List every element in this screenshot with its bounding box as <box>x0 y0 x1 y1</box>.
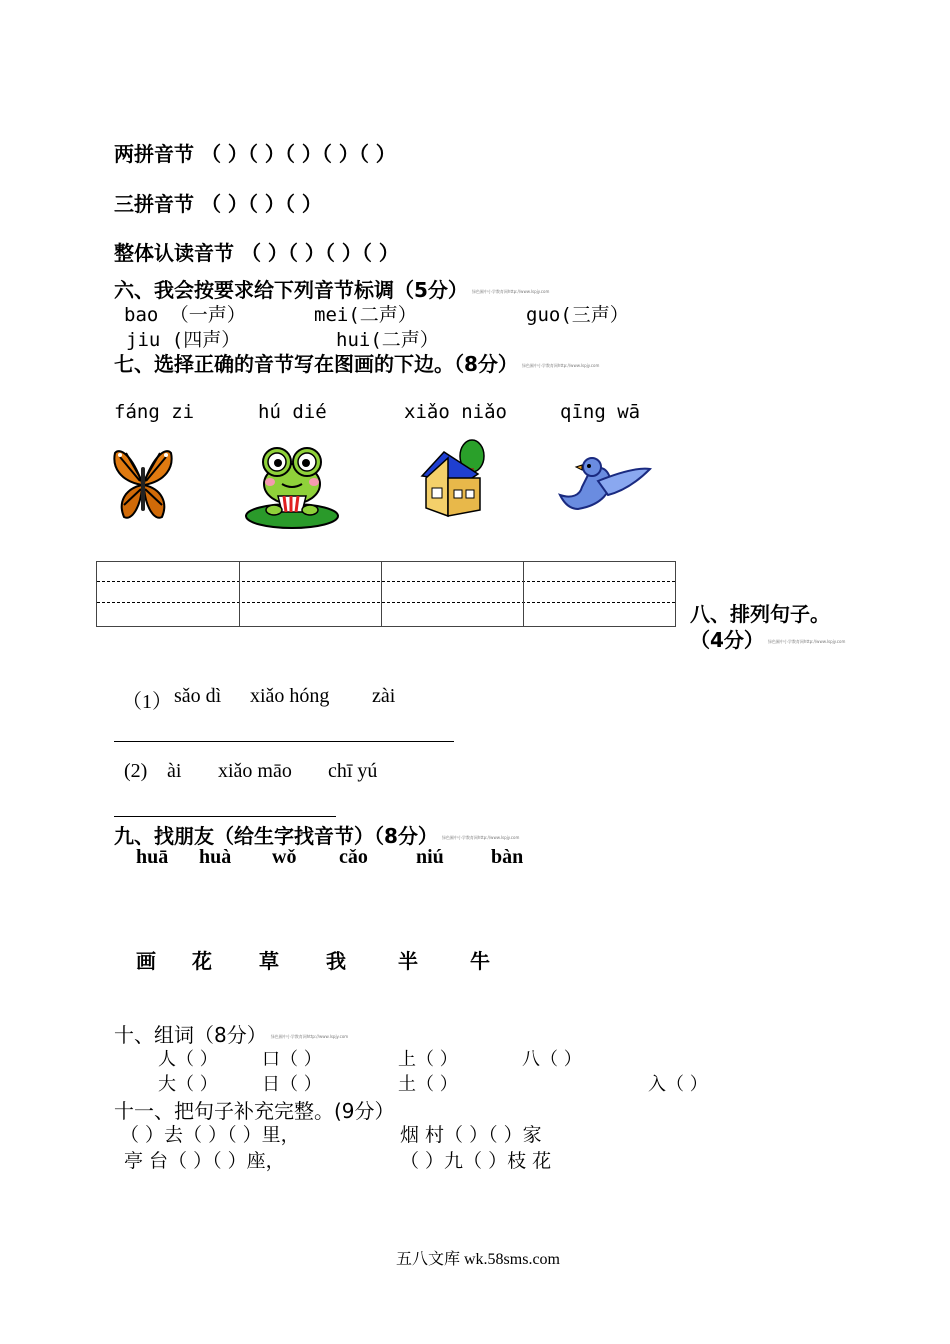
pinyin-option: xiǎo niǎo <box>404 401 507 423</box>
tone-item: mei(二声） <box>314 304 417 326</box>
pinyin-option: hú dié <box>258 401 327 423</box>
sentence-word: zài <box>372 685 396 707</box>
pinyin-item: niú <box>416 846 444 868</box>
answer-line <box>114 741 454 742</box>
pinyin-option: qīng wā <box>560 401 641 423</box>
word-item: 大（ ） <box>158 1074 218 1095</box>
answer-grid <box>96 561 676 627</box>
sentence-blank: 烟 村（ ）（ ）家 <box>400 1124 542 1146</box>
character-item: 半 <box>398 949 418 973</box>
grid-divider <box>523 562 524 626</box>
answer-line <box>114 816 336 817</box>
character-item: 草 <box>259 949 279 973</box>
guide-line <box>97 602 675 603</box>
three-spell-syllables: 三拼音节 （ ）（ ）（ ） <box>114 192 322 216</box>
word-item: 八（ ） <box>522 1049 582 1070</box>
section-7-title: 七、选择正确的音节写在图画的下边。（8分） 绿色圃中小学教育网http://www.lspjy.com <box>114 352 600 376</box>
sentence-2-number: (2) <box>124 760 148 782</box>
watermark: 绿色圃中小学教育网http://www.lspjy.com <box>471 288 550 294</box>
pinyin-item: bàn <box>491 846 524 868</box>
footer-source: 五八文库 wk.58sms.com <box>396 1251 561 1268</box>
watermark: 绿色圃中小学教育网http://www.lspjy.com <box>441 834 520 840</box>
two-spell-syllables: 两拼音节 （ ）（ ）（ ）（ ）（ ） <box>114 142 396 166</box>
word-item: 人（ ） <box>158 1049 218 1070</box>
butterfly-icon <box>112 445 174 523</box>
tone-item: bao （一声） <box>124 304 246 326</box>
section-8-score: （4分） 绿色圃中小学教育网http://www.lspjy.com <box>690 628 846 652</box>
grid-divider <box>381 562 382 626</box>
section-10-title: 十、组词（8分） 绿色圃中小学教育网http://www.lspjy.com <box>114 1023 349 1047</box>
watermark: 绿色圃中小学教育网http://www.lspjy.com <box>521 362 600 368</box>
bird-icon <box>558 455 652 521</box>
word-item: 日（ ） <box>262 1074 322 1095</box>
guide-line <box>97 581 675 582</box>
sentence-1-number: （1） <box>122 691 172 713</box>
grid-divider <box>239 562 240 626</box>
tone-item: hui(二声） <box>336 329 439 351</box>
sentence-blank: 亭 台（ ）（ ）座， <box>124 1150 285 1172</box>
pinyin-option: fáng zi <box>114 401 195 423</box>
watermark: 绿色圃中小学教育网http://www.lspjy.com <box>767 638 846 644</box>
pinyin-item: wǒ <box>272 846 297 868</box>
word-item: 土（ ） <box>398 1074 458 1095</box>
sentence-word: xiǎo māo <box>218 760 292 782</box>
house-icon <box>418 438 488 520</box>
character-item: 牛 <box>470 949 490 973</box>
character-item: 花 <box>192 949 212 973</box>
sentence-word: sǎo dì <box>174 685 222 707</box>
section-9-title: 九、找朋友（给生字找音节）（8分） 绿色圃中小学教育网http://www.lspjy.com <box>114 824 520 848</box>
section-11-title: 十一、把句子补充完整。(9分） <box>114 1099 395 1123</box>
word-item: 入（ ） <box>648 1074 708 1095</box>
pinyin-item: huà <box>199 846 232 868</box>
character-item: 我 <box>326 949 346 973</box>
section-6-title: 六、我会按要求给下列音节标调（5分） 绿色圃中小学教育网http://www.lspjy.com <box>114 278 550 302</box>
character-item: 画 <box>136 949 156 973</box>
tone-item: guo(三声） <box>526 304 629 326</box>
pinyin-item: huā <box>136 846 169 868</box>
sentence-word: xiǎo hóng <box>250 685 330 707</box>
tone-item: jiu (四声） <box>126 329 241 351</box>
whole-read-syllables: 整体认读音节 （ ）（ ）（ ）（ ） <box>114 241 399 265</box>
frog-icon <box>244 438 340 530</box>
pinyin-item: cǎo <box>339 846 368 868</box>
word-item: 口（ ） <box>262 1049 322 1070</box>
section-8-title: 八、排列句子。 <box>690 602 830 626</box>
sentence-word: chī yú <box>328 760 378 782</box>
watermark: 绿色圃中小学教育网http://www.lspjy.com <box>270 1033 349 1039</box>
sentence-word: ài <box>167 760 182 782</box>
word-item: 上（ ） <box>398 1049 458 1070</box>
sentence-blank: （ ）去（ ）（ ）里， <box>120 1124 300 1146</box>
sentence-blank: （ ）九（ ）枝 花 <box>400 1150 552 1172</box>
